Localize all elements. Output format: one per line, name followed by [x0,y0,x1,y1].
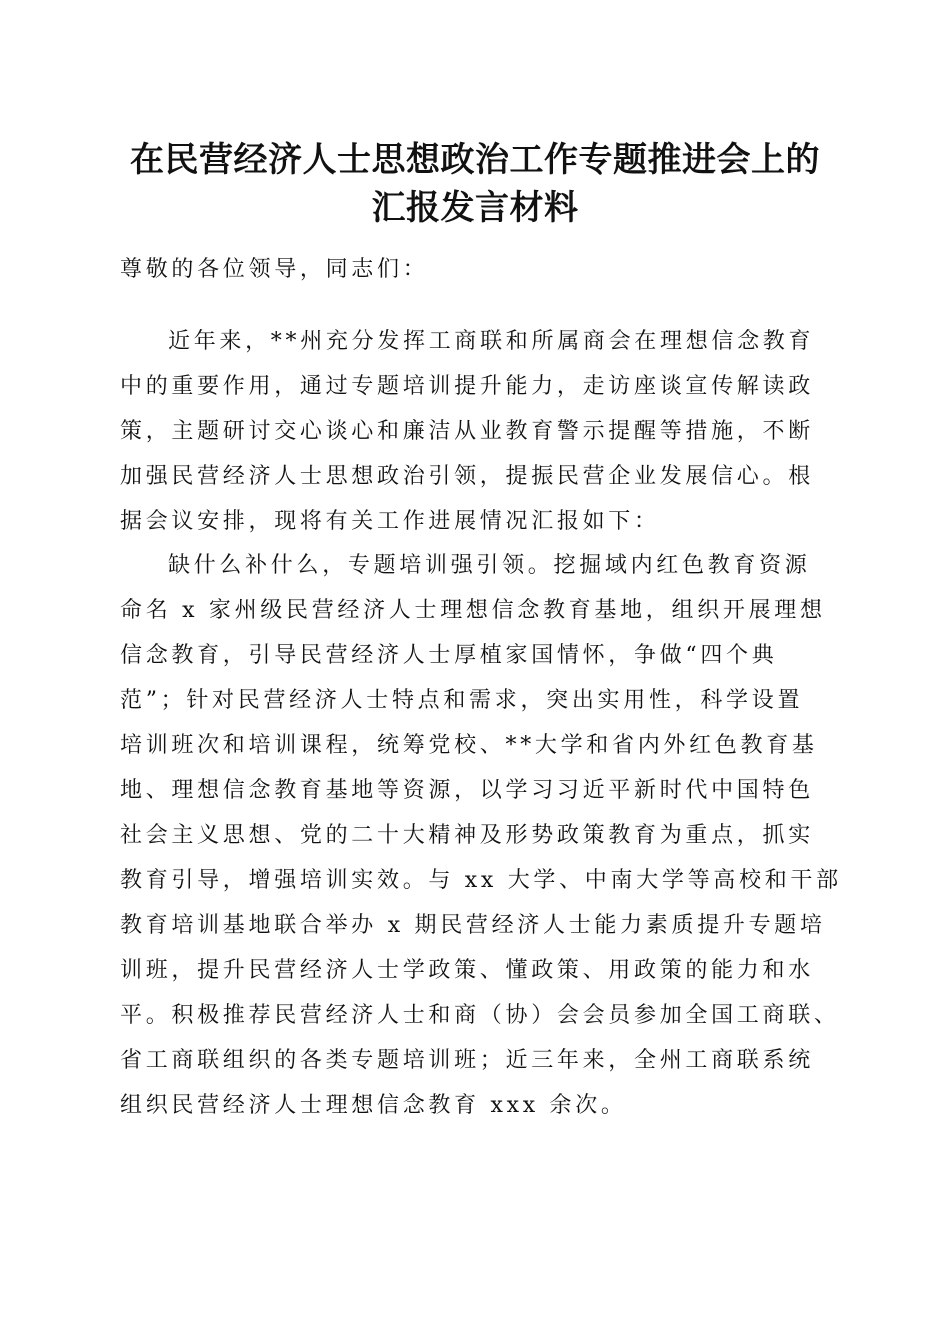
paragraph-2-line: 范”；针对民营经济人士特点和需求，突出实用性，科学设置 [120,688,804,713]
document-title-line-2: 汇报发言材料 [371,188,579,228]
paragraph-2-line: 命名 x 家州级民营经济人士理想信念教育基地，组织开展理想 [120,598,826,623]
paragraph-2-line: 教育引导，增强培训实效。与 xx 大学、中南大学等高校和干部 [120,868,842,893]
paragraph-2-line: 省工商联组织的各类专题培训班；近三年来，全州工商联系统 [120,1048,814,1073]
paragraph-2-line: 培训班次和培训课程，统筹党校、**大学和省内外红色教育基 [120,733,818,758]
paragraph-1-line: 加强民营经济人士思想政治引领，提振民营企业发展信心。根 [120,464,814,489]
salutation: 尊敬的各位领导，同志们： [120,257,429,282]
paragraph-1-line: 据会议安排，现将有关工作进展情况汇报如下： [120,509,660,534]
paragraph-1-line: 近年来，**州充分发挥工商联和所属商会在理想信念教育 [168,329,815,354]
document-title-line-1: 在民营经济人士思想政治工作专题推进会上的 [130,140,820,180]
paragraph-2-line: 训班，提升民营经济人士学政策、懂政策、用政策的能力和水 [120,958,814,983]
paragraph-2-line: 教育培训基地联合举办 x 期民营经济人士能力素质提升专题培 [120,913,826,938]
paragraph-2-line: 社会主义思想、党的二十大精神及形势政策教育为重点，抓实 [120,823,814,848]
paragraph-2-line: 组织民营经济人士理想信念教育 xxx 余次。 [120,1093,627,1118]
paragraph-2-line: 地、理想信念教育基地等资源，以学习习近平新时代中国特色 [120,778,814,803]
paragraph-1-line: 策，主题研讨交心谈心和廉洁从业教育警示提醒等措施，不断 [120,419,814,444]
paragraph-2-line: 缺什么补什么，专题培训强引领。挖掘域内红色教育资源 [168,553,811,578]
paragraph-2-line: 信念教育，引导民营经济人士厚植家国情怀，争做“四个典 [120,643,778,668]
paragraph-1-line: 中的重要作用，通过专题培训提升能力，走访座谈宣传解读政 [120,374,814,399]
paragraph-2-line: 平。积极推荐民营经济人士和商（协）会会员参加全国工商联、 [120,1003,840,1028]
